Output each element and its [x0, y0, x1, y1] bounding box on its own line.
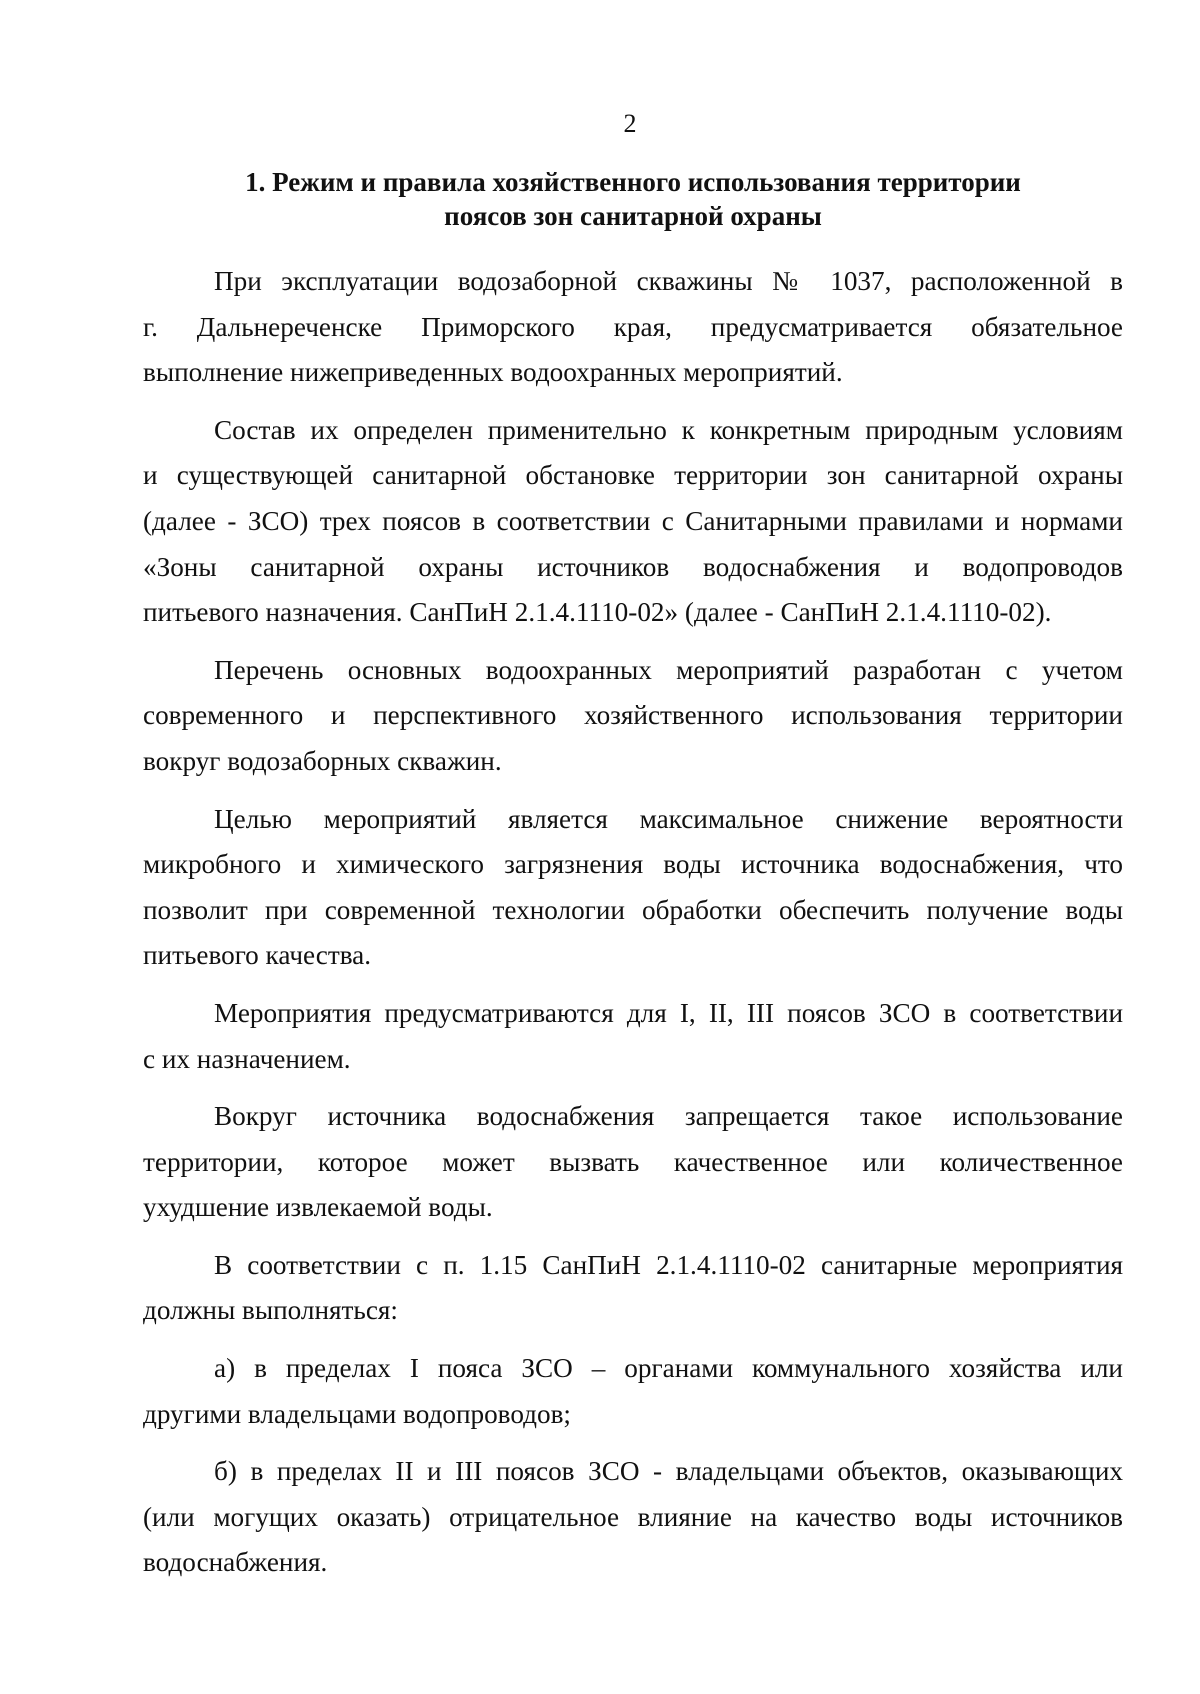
paragraph-line: питьевого качества. [143, 940, 372, 971]
paragraph-line: ухудшение извлекаемой воды. [143, 1192, 493, 1223]
section-heading-line-1: 1. Режим и правила хозяйственного использования территории [245, 167, 1021, 197]
body-text [143, 259, 1123, 1586]
paragraph-line: другими владельцами водопроводов; [143, 1398, 571, 1429]
paragraph [143, 259, 1123, 396]
paragraph [143, 648, 1123, 785]
paragraph-line: должны выполняться: [143, 1295, 398, 1326]
paragraph-line: современного и перспективного хозяйственного использования территории [143, 700, 1123, 731]
paragraph [143, 1449, 1123, 1586]
paragraph-line: (или могущих оказать) отрицательное влияние на качество воды источников [143, 1501, 1123, 1532]
paragraph-line: с их назначением. [143, 1043, 351, 1074]
paragraph-line: территории, которое может вызвать качественное или количественное [143, 1146, 1123, 1177]
paragraph-line: Мероприятия предусматриваются для I, II, III поясов ЗСО в соответствии [214, 997, 1123, 1028]
paragraph-line: а) в пределах I пояса ЗСО – органами коммунального хозяйства или [214, 1353, 1123, 1384]
paragraph [143, 1094, 1123, 1231]
section-heading-line-2: поясов зон санитарной охраны [444, 201, 822, 231]
paragraph [143, 408, 1123, 636]
paragraph [143, 991, 1123, 1082]
paragraph-line: При эксплуатации водозаборной скважины № 1037, расположенной в [214, 266, 1123, 296]
paragraph-line: Перечень основных водоохранных мероприятий разработан с учетом [214, 654, 1123, 685]
paragraph-line: В соответствии с п. 1.15 СанПиН 2.1.4.1110-02 санитарные мероприятия [214, 1249, 1123, 1280]
paragraph-line: микробного и химического загрязнения воды источника водоснабжения, что [143, 849, 1123, 880]
paragraph-line: водоснабжения. [143, 1547, 328, 1578]
page-number: 2 [623, 109, 637, 138]
paragraph [143, 797, 1123, 979]
paragraph-line: (далее - ЗСО) трех поясов в соответствии с Санитарными правилами и нормами [143, 505, 1123, 536]
paragraph-line: выполнение нижеприведенных водоохранных мероприятий. [143, 357, 843, 388]
paragraph-line: Состав их определен применительно к конкретным природным условиям [214, 414, 1123, 445]
paragraph [143, 1243, 1123, 1334]
paragraph-line: питьевого назначения. СанПиН 2.1.4.1110-02» (далее - СанПиН 2.1.4.1110-02). [143, 597, 1052, 628]
paragraph-line: и существующей санитарной обстановке территории зон санитарной охраны [143, 460, 1123, 491]
paragraph-line: Целью мероприятий является максимальное снижение вероятности [214, 803, 1123, 834]
paragraph-line: г. Дальнереченске Приморского края, предусматривается обязательное [143, 311, 1123, 342]
paragraph-line: б) в пределах II и III поясов ЗСО - владельцами объектов, оказывающих [214, 1456, 1123, 1487]
paragraph-line: Вокруг источника водоснабжения запрещается такое использование [214, 1101, 1123, 1132]
paragraph-line: «Зоны санитарной охраны источников водоснабжения и водопроводов [143, 551, 1123, 582]
section-heading [143, 165, 1123, 233]
paragraph-line: позволит при современной технологии обработки обеспечить получение воды [143, 894, 1123, 925]
paragraph [143, 1346, 1123, 1437]
paragraph-line: вокруг водозаборных скважин. [143, 745, 502, 776]
